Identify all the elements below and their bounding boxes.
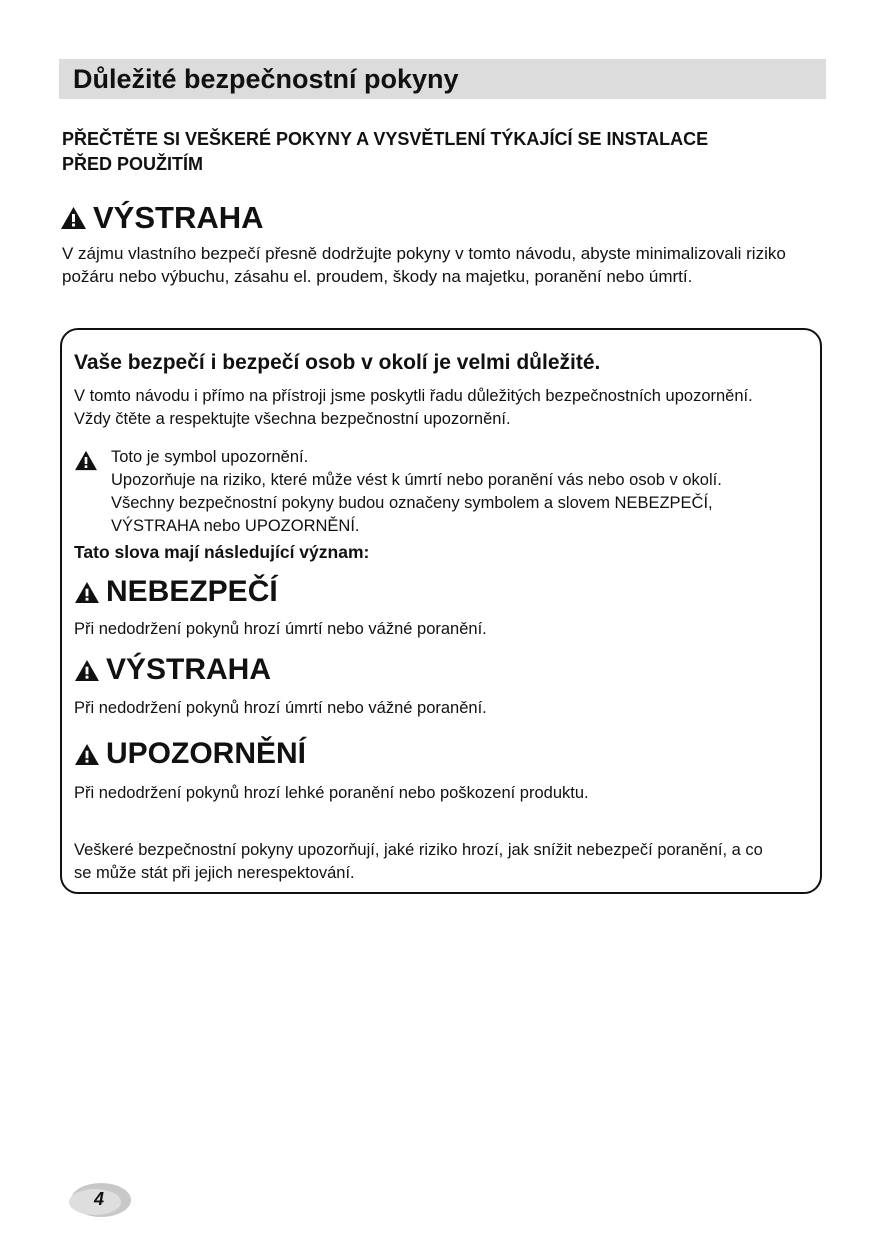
symbol-line: Všechny bezpečnostní pokyny budou označeny symbolem a slovem NEBEZPEČÍ, [111,494,713,512]
meaning-heading: Tato slova mají následující význam: [74,542,370,562]
warning-triangle-icon [74,743,100,766]
signal-danger-title: NEBEZPEČÍ [106,575,278,608]
intro-heading-line2: PŘED POUŽITÍM [62,154,204,174]
box-title: Vaše bezpečí i bezpečí osob v okolí je velmi důležité. [74,351,601,374]
signal-caution-title: UPOZORNĚNÍ [106,737,307,770]
warning-text [62,242,832,288]
warning-title: VÝSTRAHA [93,200,264,235]
box-intro-line1: V tomto návodu i přímo na přístroji jsme poskytli řadu důležitých bezpečnostních upozornění. [74,387,753,405]
warning-triangle-icon [60,206,87,230]
symbol-line: Upozorňuje na riziko, které může vést k úmrtí nebo poranění vás nebo osob v okolí. [111,471,722,489]
signal-caution-heading [74,737,306,771]
page-number: 4 [93,1188,104,1209]
box-closing-line2: se může stát při jejich nerespektování. [74,864,355,882]
page-header-bar [59,59,826,99]
box-intro-line2: Vždy čtěte a respektujte všechna bezpečnostní upozornění. [74,410,511,428]
warning-heading [60,200,264,236]
signal-warning-heading [74,653,271,687]
symbol-line: Toto je symbol upozornění. [111,448,309,466]
signal-danger-heading [74,575,278,609]
page-title: Důležité bezpečnostní pokyny [73,64,459,94]
symbol-line: VÝSTRAHA nebo UPOZORNĚNÍ. [111,517,360,535]
intro-heading [62,127,822,177]
warning-text-line2: požáru nebo výbuchu, zásahu el. proudem, škody na majetku, poranění nebo úmrtí. [62,267,693,286]
signal-warning-title: VÝSTRAHA [106,653,272,686]
warning-text-line1: V zájmu vlastního bezpečí přesně dodržujte pokyny v tomto návodu, abyste minimalizovali riziko [62,244,786,263]
warning-triangle-icon [74,450,98,471]
warning-triangle-icon [74,659,100,682]
box-intro [74,385,819,431]
warning-triangle-icon [74,581,100,604]
signal-caution-text: Při nedodržení pokynů hrozí lehké poranění nebo poškození produktu. [74,784,589,802]
box-closing-line1: Veškeré bezpečnostní pokyny upozorňují, jaké riziko hrozí, jak snížit nebezpečí poranění, a co [74,841,763,859]
signal-danger-text: Při nedodržení pokynů hrozí úmrtí nebo vážné poranění. [74,620,487,638]
safety-info-box [60,328,822,894]
intro-heading-line1: PŘEČTĚTE SI VEŠKERÉ POKYNY A VYSVĚTLENÍ TÝKAJÍCÍ SE INSTALACE [62,129,709,149]
signal-warning-text: Při nedodržení pokynů hrozí úmrtí nebo vážné poranění. [74,699,487,717]
page-number-badge [67,1180,131,1218]
box-closing-text [74,839,819,885]
